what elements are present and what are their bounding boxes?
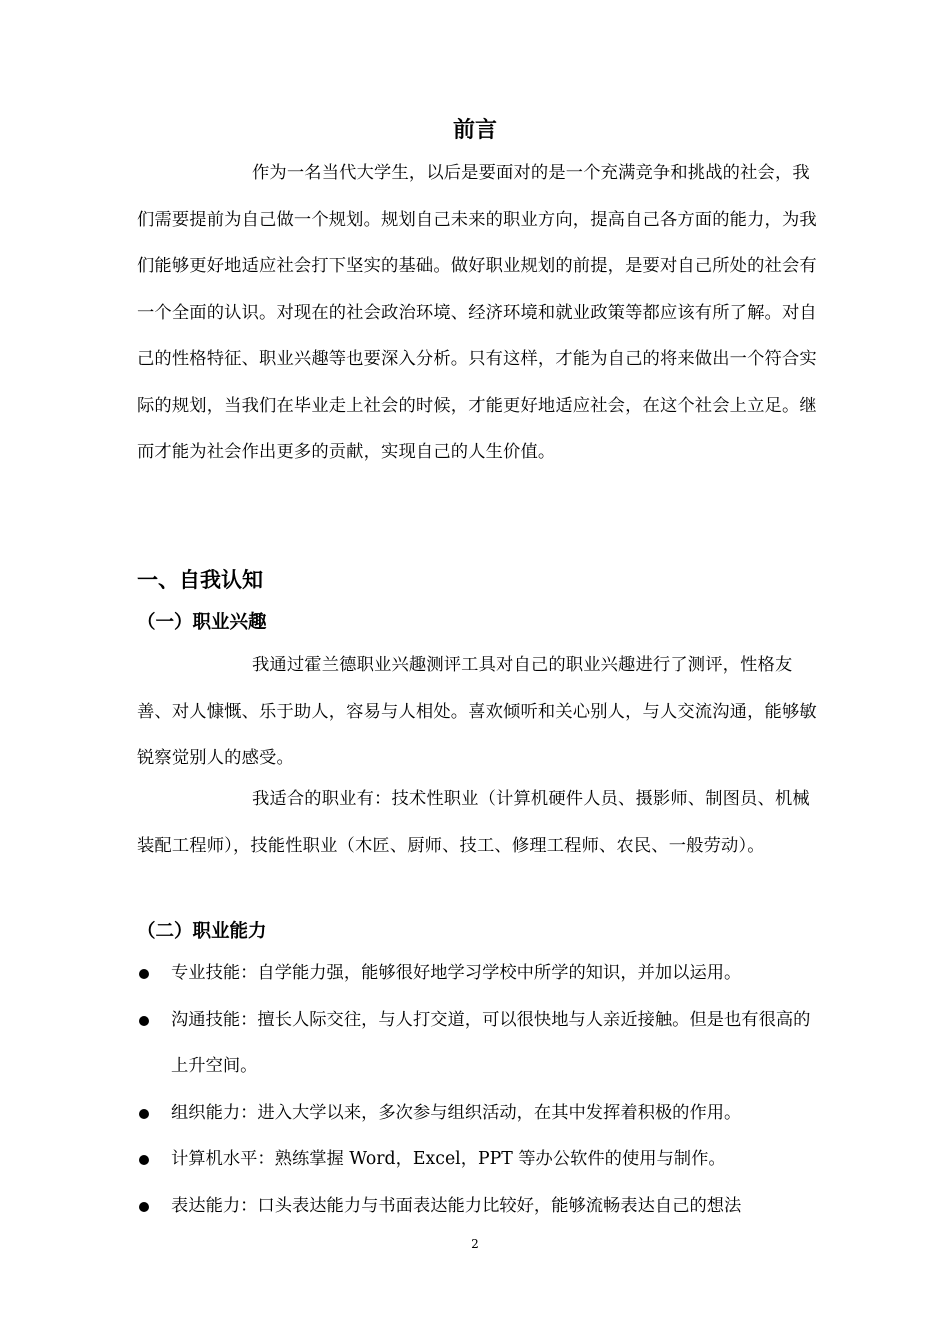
- bullet-dot-icon: [139, 1202, 149, 1212]
- list-item: [137, 1136, 827, 1183]
- bullet-dot-icon: [139, 1109, 149, 1119]
- bullet-dot-icon: [139, 1016, 149, 1026]
- list-item: [137, 997, 827, 1090]
- list-item: [137, 1183, 827, 1230]
- subsection-heading-interest: （一）职业兴趣: [137, 612, 267, 633]
- page-title: 前言: [452, 118, 497, 143]
- list-item-text: 计算机水平：熟练掌握 Word，Excel，PPT 等办公软件的使用与制作。: [171, 1149, 726, 1169]
- list-item: [137, 1090, 827, 1137]
- section-heading-self-awareness: 一、自我认知: [137, 568, 263, 592]
- preface-paragraph: 作为一名当代大学生，以后是要面对的是一个充满竞争和挑战的社会，我们需要提前为自己做一个规划。规划自己未来的职业方向，提高自己各方面的能力，为我们能够更好地适应社会打下坚实的基础。做好职业规划的前提，是要对自己所处的社会有一个全面的认识。对现在的社会政治环境、经济环境和就业政策等都应该有所了解。对自己的性格特征、职业兴趣等也要深入分析。只有这样，才能为自己的将来做出一个符合实际的规划，当我们在毕业走上社会的时候，才能更好地适应社会，在这个社会上立足。继而才能为社会作出更多的贡献，实现自己的人生价值。: [137, 163, 817, 462]
- interest-paragraph: 我通过霍兰德职业兴趣测评工具对自己的职业兴趣进行了测评，性格友善、对人慷慨、乐于助人，容易与人相处。喜欢倾听和关心别人，与人交流沟通，能够敏锐察觉别人的感受。: [137, 655, 817, 768]
- page-number: 2: [471, 1237, 479, 1251]
- ability-list: [137, 950, 827, 1229]
- subsection-heading-ability: （二）职业能力: [137, 921, 267, 942]
- bullet-dot-icon: [139, 1155, 149, 1165]
- list-item: [137, 950, 827, 997]
- list-item-text: 沟通技能：擅长人际交往，与人打交道，可以很快地与人亲近接触。但是也有很高的上升空间。: [171, 1009, 811, 1076]
- list-item-text: 专业技能：自学能力强，能够很好地学习学校中所学的知识，并加以运用。: [171, 963, 742, 983]
- list-item-text: 表达能力：口头表达能力与书面表达能力比较好，能够流畅表达自己的想法: [171, 1195, 742, 1216]
- bullet-dot-icon: [139, 969, 149, 979]
- list-item-text: 组织能力：进入大学以来，多次参与组织活动，在其中发挥着积极的作用。: [171, 1102, 742, 1123]
- suitable-jobs-paragraph: 我适合的职业有：技术性职业（计算机硬件人员、摄影师、制图员、机械装配工程师），技能性职业（木匠、厨师、技工、修理工程师、农民、一般劳动）。: [137, 789, 810, 856]
